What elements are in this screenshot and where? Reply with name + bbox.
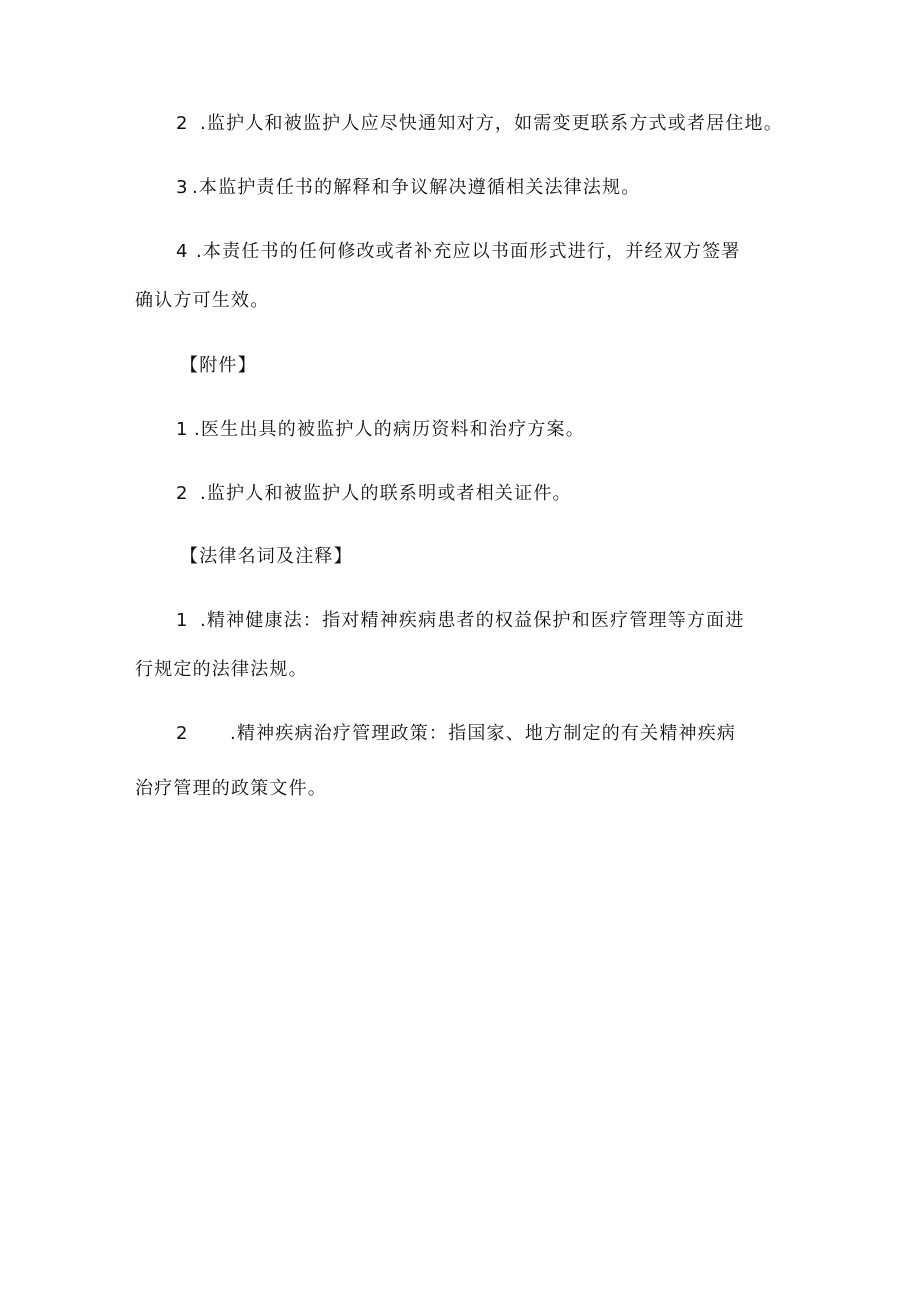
glossary-item-1-text-line-2: 行规定的法律法规。 — [135, 659, 308, 680]
glossary-item-1-continuation — [135, 658, 308, 682]
term-item-3-number: 3 — [176, 177, 189, 198]
glossary-item-1-number: 1 — [176, 610, 189, 631]
glossary-item-1-text-line-1: .精神健康法：指对精神疾病患者的权益保护和医疗管理等方面进 — [200, 610, 745, 631]
term-item-4-continuation — [135, 289, 269, 313]
attachment-item-2 — [176, 482, 572, 506]
attachment-item-1-number: 1 — [176, 419, 189, 440]
attachment-item-2-number: 2 — [176, 483, 189, 504]
term-item-4 — [176, 240, 741, 264]
glossary-item-2-text-line-2: 治疗管理的政策文件。 — [135, 778, 327, 799]
term-item-3-text: .本监护责任书的解释和争议解决遵循相关法律法规。 — [192, 177, 641, 198]
attachment-item-1-text: .医生出具的被监护人的病历资料和治疗方案。 — [194, 419, 585, 440]
term-item-4-number: 4 — [176, 241, 189, 262]
term-item-3 — [176, 176, 641, 200]
glossary-heading: 【法律名词及注释】 — [180, 546, 353, 567]
term-item-2-text: .监护人和被监护人应尽快通知对方，如需变更联系方式或者居住地。 — [200, 113, 783, 134]
term-item-2 — [176, 112, 783, 136]
glossary-item-1 — [176, 609, 745, 633]
attachments-heading: 【附件】 — [180, 355, 257, 376]
glossary-item-2 — [176, 722, 736, 746]
glossary-item-2-text-line-1: .精神疾病治疗管理政策：指国家、地方制定的有关精神疾病 — [230, 723, 737, 744]
term-item-4-text-line-1: .本责任书的任何修改或者补充应以书面形式进行，并经双方签署 — [196, 241, 741, 262]
term-item-4-text-line-2: 确认方可生效。 — [135, 290, 270, 311]
glossary-item-2-number: 2 — [176, 723, 189, 744]
attachment-item-1 — [176, 418, 585, 442]
glossary-item-2-continuation — [135, 777, 327, 801]
term-item-2-number: 2 — [176, 113, 189, 134]
attachment-item-2-text: .监护人和被监护人的联系明或者相关证件。 — [200, 483, 572, 504]
